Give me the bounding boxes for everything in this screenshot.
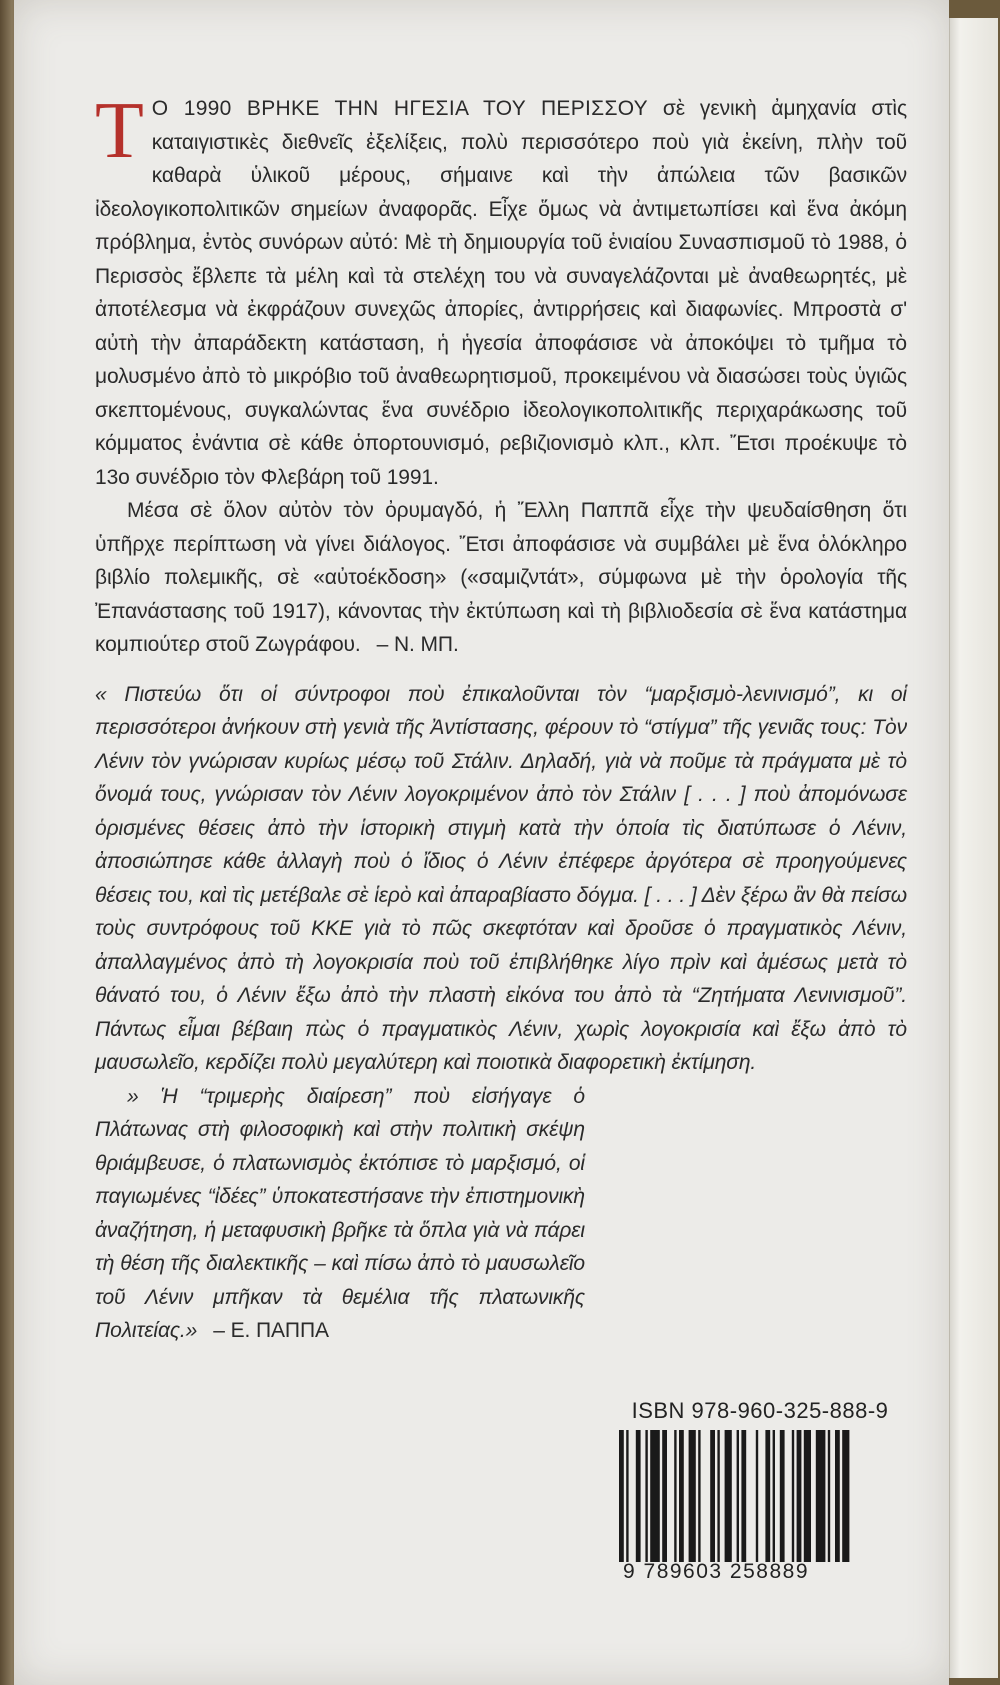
intro-lead: Ο 1990 ΒΡΗΚΕ ΤΗΝ ΗΓΕΣΙΑ ΤΟΥ ΠΕΡΙΣΣΟΥ xyxy=(151,97,648,120)
barcode-stripe xyxy=(689,1430,696,1562)
barcode-stripe xyxy=(797,1430,802,1562)
intro-body: σὲ γενικὴ ἀμηχανία στὶς καταιγιστικὲς διεθνεῖς ἐξελίξεις, πολὺ περισσότερο ποὺ γιὰ ἐκείνη, πλὴν τοῦ καθαρὰ ὑλικοῦ μέρους, σήμαινε καὶ τὴν ἀπώλεια τῶν βασικῶν ἰδεολογικοπολιτικῶν σημείων ἀναφορᾶς. Εἶχε ὅμως νὰ ἀντιμετωπίσει καὶ ἕνα ἀκόμη πρόβλημα, ἐντὸς συνόρων αὐτό: Μὲ τὴ δημιουργία τοῦ ἑνιαίου Συνασπισμοῦ τὸ 1988, ὁ Περισσὸς ἔβλεπε τὰ μέλη καὶ τὰ στελέχη του νὰ συναγελάζονται μὲ ἀναθεωρητές, μὲ ἀποτέλεσμα νὰ ἐκφράζουν συνεχῶς ἀπορίες, ἀντιρρήσεις καὶ διαφωνίες. Μπροστὰ σ' αὐτὴ τὴν ἀπαράδεκτη κατάσταση, ἡ ἡγεσία ἀποφάσισε νὰ ἀποκόψει τὸ τμῆμα τὸ μολυσμένο ἀπὸ τὸ μικρόβιο τοῦ ἀναθεωρητισμοῦ, προκειμένου νὰ διασώσει τοὺς ὑγιῶς σκεπτομένους, συγκαλώντας ἕνα συνέδριο ἰδεολογικοπολιτικῆς περιχαράκωσης τοῦ κόμματος ἐνάντια σὲ κάθε ὁπορτουνισμό, ρεβιζιονισμὸ κλπ., κλπ. Ἔτσι προέκυψε τὸ 13ο συνέδριο τὸν Φλεβάρη τοῦ 1991. xyxy=(95,97,907,489)
cover-edge xyxy=(949,18,998,1678)
barcode-stripe xyxy=(835,1430,840,1562)
barcode-stripe xyxy=(662,1430,667,1562)
author-signature: – Ε. ΠΑΠΠΑ xyxy=(213,1319,329,1342)
barcode-stripe xyxy=(717,1430,719,1562)
quote-paragraph-2-body: » Ἡ “τριμερὴς διαίρεση” ποὺ εἰσήγαγε ὁ Πλάτωνας στὴ φιλοσοφικὴ καὶ στὴν πολιτικὴ σκέψη θριάμβευσε, ὁ πλατωνισμὸς ἐκτόπισε τὸ μαρξισμό, οἱ παγιωμένες “ἰδέες” ὑποκατεστήσανε τὴν ἐπιστημονικὴ ἀναζήτηση, ἡ μεταφυσικὴ βρῆκε τὰ ὅπλα γιὰ νὰ πάρει τὴ θέση τῆς διαλεκτικῆς – καὶ πίσω ἀπὸ τὸ μαυσωλεῖο τοῦ Λένιν μπῆκαν τὰ θεμέλια τῆς πλατωνικῆς Πολιτείας.» xyxy=(95,1084,585,1342)
barcode-stripe xyxy=(619,1430,624,1562)
barcode-stripe xyxy=(756,1430,758,1562)
barcode-stripe xyxy=(674,1430,676,1562)
barcode-stripe xyxy=(804,1430,811,1562)
barcode-block xyxy=(615,1398,915,1588)
barcode-stripe xyxy=(698,1430,700,1562)
barcode-stripe xyxy=(710,1430,715,1562)
editor-signature: – Ν. ΜΠ. xyxy=(376,633,459,656)
barcode-stripe xyxy=(792,1430,794,1562)
author-quote xyxy=(95,678,907,1348)
barcode-stripe xyxy=(626,1430,628,1562)
barcode-icon xyxy=(615,1430,905,1562)
quote-paragraph-2 xyxy=(95,1080,585,1348)
barcode-number: 9 789603 258889 xyxy=(623,1560,809,1583)
barcode-stripe xyxy=(650,1430,660,1562)
barcode-stripe xyxy=(773,1430,775,1562)
barcode-stripe xyxy=(765,1430,770,1562)
second-paragraph xyxy=(95,494,907,662)
barcode-stripe xyxy=(645,1430,647,1562)
barcode-stripe xyxy=(741,1430,746,1562)
barcode-stripe xyxy=(842,1430,849,1562)
barcode-stripe xyxy=(737,1430,739,1562)
barcode-stripe xyxy=(725,1430,732,1562)
barcode-stripe xyxy=(828,1430,830,1562)
barcode-stripe xyxy=(636,1430,641,1562)
intro-paragraph xyxy=(95,87,907,494)
barcode-stripe xyxy=(780,1430,785,1562)
second-paragraph-body: Μέσα σὲ ὅλον αὐτὸν τὸν ὀρυμαγδό, ἡ Ἔλλη Παππᾶ εἶχε τὴν ψευδαίσθηση ὅτι ὑπῆρχε περίπτωση νὰ γίνει διάλογος. Ἔτσι ἀποφάσισε νὰ συμβάλει μὲ ἕνα ὁλόκληρο βιβλίο πολεμικῆς, σὲ «αὐτοέκδοση» («σαμιζντάτ», σύμφωνα μὲ τὴν ὁρολογία τῆς Ἐπανάστασης τοῦ 1917), κάνοντας τὴν ἐκτύπωση καὶ τὴ βιβλιοδεσία σὲ ἕνα κατάστημα κομπιούτερ στοῦ Ζωγράφου. xyxy=(95,499,907,656)
isbn-label: ISBN 978-960-325-888-9 xyxy=(631,1398,889,1423)
back-cover-text xyxy=(95,87,907,1348)
quote-paragraph-1: « Πιστεύω ὅτι οἱ σύντροφοι ποὺ ἐπικαλοῦνται τὸν “μαρξισμὸ-λενινισμό”, κι οἱ περισσότεροι ἀνήκουν στὴ γενιὰ τῆς Ἀντίστασης, φέρουν τὸ “στίγμα” τῆς γενιᾶς τους: Τὸν Λένιν τὸν γνώρισαν κυρίως μέσῳ τοῦ Στάλιν. Δηλαδή, γιὰ νὰ ποῦμε τὰ πράγματα μὲ τὸ ὄνομά τους, γνώρισαν τὸν Λένιν λογοκριμένον ἀπὸ τὸν Στάλιν [ . . . ] ποὺ ἀπομόνωσε ὁρισμένες θέσεις ἀπὸ τὴν ἱστορικὴ στιγμὴ κατὰ τὴν ὁποία τὶς διατύπωσε ὁ Λένιν, ἀποσιώπησε κάθε ἀλλαγὴ ποὺ ὁ ἴδιος ὁ Λένιν ἐπέφερε ἀργότερα σὲ προηγούμενες θέσεις του, καὶ τὶς μετέβαλε σὲ ἱερὸ καὶ ἀπαραβίαστο δόγμα. [ . . . ] Δὲν ξέρω ἂν θὰ πείσω τοὺς συντρόφους τοῦ ΚΚΕ γιὰ τὸ πῶς σκεφτόταν καὶ δροῦσε ὁ πραγματικὸς Λένιν, ἀπαλλαγμένος ἀπὸ τὴ λογοκρισία ποὺ τοῦ ἐπιβλήθηκε λίγο πρὶν καὶ ἀμέσως μετὰ τὸ θάνατό του, ὁ Λένιν ἔξω ἀπὸ τὴν πλαστὴ εἰκόνα του ἀπὸ τὰ “Ζητήματα Λενινισμοῦ”. Πάντως εἶμαι βέβαιη πὼς ὁ πραγματικὸς Λένιν, χωρὶς λογοκρισία καὶ ἔξω ἀπὸ τὸ μαυσωλεῖο, κερδίζει πολὺ μεγαλύτερη καὶ ποιοτικὰ διαφορετικὴ ἐκτίμηση. xyxy=(95,682,907,1074)
barcode-stripe xyxy=(816,1430,826,1562)
barcode-stripe xyxy=(679,1430,684,1562)
drop-cap: Τ xyxy=(95,87,144,175)
